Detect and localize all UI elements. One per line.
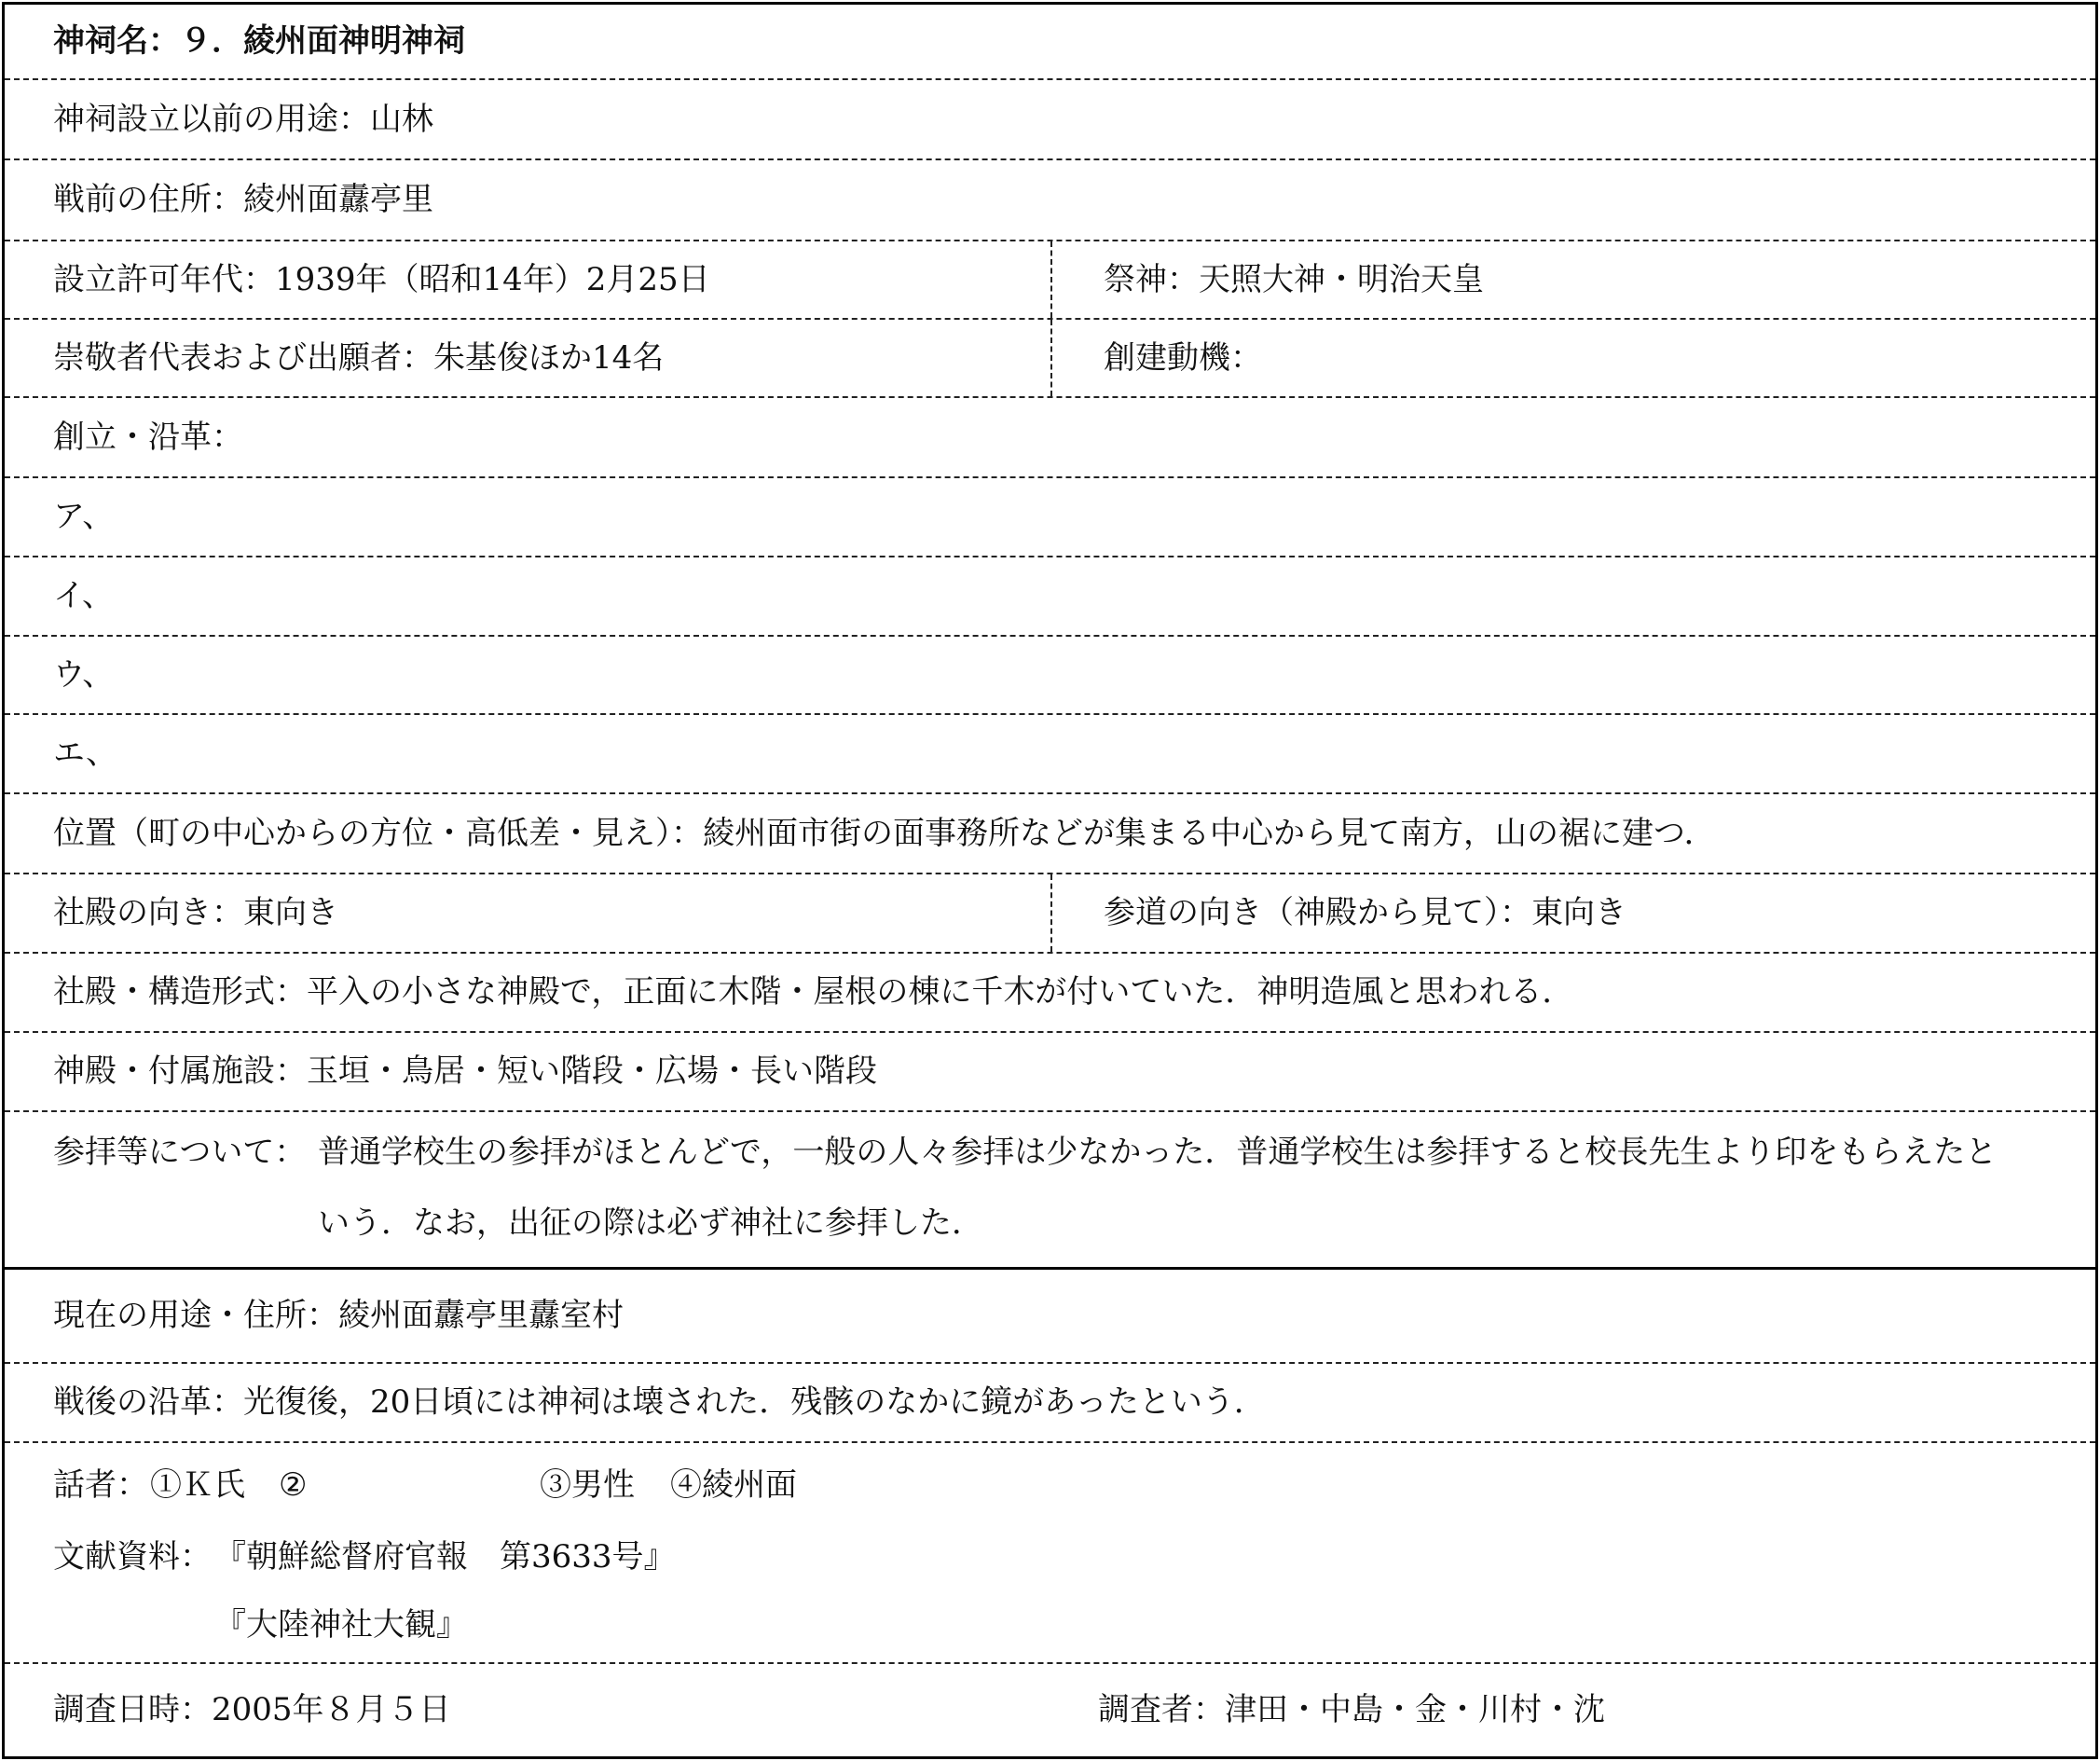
- structure-value: 平入の小さな神殿で，正面に木階・屋根の棟に千木が付いていた．神明造風と思われる．: [307, 973, 1574, 1011]
- history-item-row: [5, 557, 2095, 637]
- shrine-name-row: [5, 5, 2095, 80]
- prewar-address-label: 戦前の住所：: [53, 181, 243, 219]
- informant-label: 話者：: [53, 1466, 148, 1504]
- prior-use-value: 山林: [370, 100, 433, 138]
- survey-date-label: 調査日時：: [53, 1691, 212, 1729]
- survey-date-cell: [5, 1664, 1052, 1756]
- history-item-row: [5, 715, 2095, 794]
- shrine-name-label: 神祠名：: [53, 22, 180, 61]
- surveyors-value: 津田・中島・金・川村・沈: [1225, 1691, 1605, 1729]
- worship-row: [5, 1112, 2095, 1270]
- survey-date-value: 2005年８月５日: [212, 1691, 451, 1729]
- history-row: [5, 398, 2095, 478]
- postwar-value: 光復後，20日頃には神祠は壊された．残骸のなかに鏡があったという．: [243, 1383, 1266, 1422]
- references-label: 文献資料：: [53, 1538, 212, 1575]
- applicant-motive-row: [5, 320, 2095, 398]
- references-line: [5, 1521, 2095, 1592]
- shrine-name-value: ９．綾州面神明神祠: [180, 22, 465, 61]
- deity-label: 祭神：: [1104, 260, 1199, 298]
- deity-value: 天照大神・明治天皇: [1199, 260, 1484, 298]
- permit-date-cell: [5, 241, 1052, 318]
- surveyors-cell: [1052, 1664, 2095, 1756]
- structure-row: [5, 954, 2095, 1033]
- motive-cell: [1052, 320, 2095, 396]
- informant-item: ④綾州面: [670, 1466, 797, 1504]
- informant-item: ③男性: [540, 1466, 635, 1504]
- history-item-row: [5, 478, 2095, 557]
- direction-row: [5, 874, 2095, 954]
- informant-item: ①Ｋ氏: [150, 1466, 245, 1504]
- current-label: 現在の用途・住所：: [53, 1297, 338, 1335]
- approach-direction-value: 東向き: [1531, 894, 1626, 932]
- worship-line: いう．なお，出征の際は必ず神社に参拝した．: [318, 1204, 983, 1242]
- hall-direction-cell: [5, 874, 1052, 952]
- worship-line: 普通学校生の参拝がほとんどで，一般の人々参拝は少なかった．普通学校生は参拝すると校長先生より印をもらえたと: [318, 1134, 1997, 1171]
- facilities-value: 玉垣・鳥居・短い階段・広場・長い階段: [307, 1052, 877, 1091]
- postwar-row: [5, 1364, 2095, 1443]
- history-item: エ、: [53, 735, 118, 773]
- worship-body: [318, 1117, 1997, 1259]
- informant-item: ②: [279, 1466, 308, 1504]
- applicant-value: 朱基俊ほか14名: [433, 338, 665, 377]
- prior-use-label: 神祠設立以前の用途：: [53, 100, 370, 138]
- surveyors-label: 調査者：: [1098, 1691, 1225, 1729]
- location-row: [5, 794, 2095, 874]
- motive-label: 創建動機：: [1104, 338, 1262, 377]
- worship-label: 参拝等について：: [53, 1134, 307, 1171]
- sources-row: [5, 1443, 2095, 1664]
- prior-use-row: [5, 80, 2095, 160]
- applicant-label: 崇敬者代表および出願者：: [53, 338, 433, 377]
- approach-direction-label: 参道の向き（神殿から見て）：: [1104, 894, 1531, 932]
- reference-item: 『朝鮮総督府官報 第3633号』: [214, 1538, 676, 1575]
- reference-item: 『大陸神社大観』: [214, 1606, 468, 1644]
- prewar-address-row: [5, 160, 2095, 241]
- references-line: [5, 1589, 2095, 1660]
- structure-label: 社殿・構造形式：: [53, 973, 307, 1011]
- history-item: ウ、: [53, 655, 115, 694]
- informant-line: [5, 1450, 2095, 1520]
- facilities-label: 神殿・付属施設：: [53, 1052, 307, 1091]
- facilities-row: [5, 1033, 2095, 1112]
- history-label: 創立・沿革：: [53, 418, 243, 456]
- location-value: 綾州面市街の面事務所などが集まる中心から見て南方，山の裾に建つ．: [703, 814, 1716, 852]
- history-item: ア、: [53, 498, 115, 536]
- current-row: [5, 1270, 2095, 1364]
- current-value: 綾州面纛亭里纛室村: [338, 1297, 624, 1335]
- survey-row: [5, 1664, 2095, 1756]
- permit-deity-row: [5, 241, 2095, 320]
- permit-date-label: 設立許可年代：: [53, 260, 275, 298]
- hall-direction-label: 社殿の向き：: [53, 894, 243, 932]
- approach-direction-cell: [1052, 874, 2095, 952]
- postwar-label: 戦後の沿革：: [53, 1383, 243, 1422]
- prewar-address-value: 綾州面纛亭里: [243, 181, 433, 219]
- applicant-cell: [5, 320, 1052, 396]
- hall-direction-value: 東向き: [243, 894, 338, 932]
- deity-cell: [1052, 241, 2095, 318]
- location-label: 位置（町の中心からの方位・高低差・見え）：: [53, 814, 703, 852]
- permit-date-value: 1939年（昭和14年）2月25日: [275, 260, 710, 298]
- shrine-record-table: [2, 2, 2098, 1759]
- history-item-row: [5, 637, 2095, 715]
- history-item: イ、: [53, 577, 114, 615]
